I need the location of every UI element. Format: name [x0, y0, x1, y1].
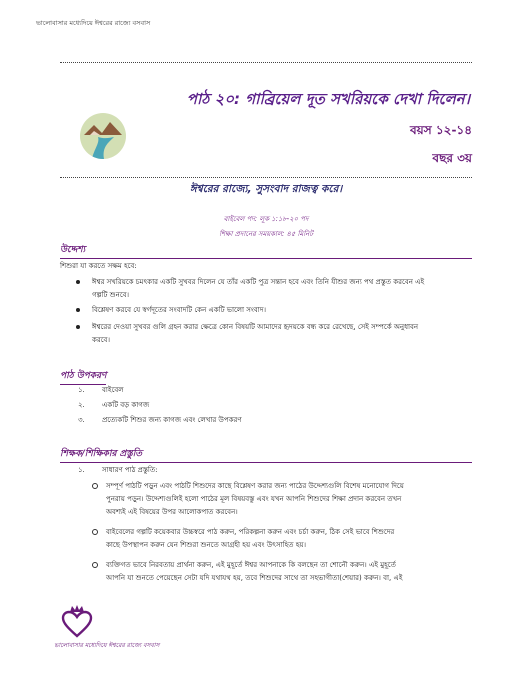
year-label: বছর ৩য় [432, 151, 472, 165]
objective-text: ঈশ্বরের দেওয়া সুখবর গুলি গ্রহন করার ক্ষেত্রে কোন বিষয়টি আমাদের হৃদয়কে বন্ধ করে রেখেছে, সেই সম্পর্কে অনুধাবন [92, 323, 419, 331]
lesson-time: শিক্ষা প্রদানের সময়কাল: ৪৫ মিনিট [219, 230, 313, 238]
age-range: বয়স ১২-১৪ [410, 123, 472, 137]
preparation-subitem [106, 559, 478, 585]
circle-bullet-icon [92, 483, 98, 489]
subitem-text: ব্যক্তিগত ভাবে নিরবতায় প্রার্থনা করুন, এই মুহূর্তে ঈশ্বর আপনাকে কি বলছেন তা শোনৌ করুন। এই মুহূর্তে [106, 561, 396, 569]
material-item [78, 414, 242, 426]
item-text: একটি বড় কাগজ [102, 401, 150, 409]
footer-text: ভালোবাসার মধ্যেদিয়ে ঈশ্বরের রাজ্যে বসবাস [54, 642, 160, 649]
objective-item [80, 304, 480, 317]
bullet-icon [76, 308, 80, 312]
circle-bullet-icon [92, 562, 98, 568]
subitem-text: আপনি যা শুনতে পেয়েছেন সেটা যদি যথাযথ হয়, তবে শিশুদের সাথে তা সহভাগীতা(শেয়ার) করুন। বা, এই [106, 574, 403, 582]
objectives-heading: উদ্দেশ্য [60, 242, 472, 259]
objective-text: ঈশ্বর সখরিয়কে চমৎকার একটি সুখবর দিলেন যে তাঁর একটি পুত্র সন্তান হবে এবং তিনি যীশুর জন্য পথ প্রস্তুত করবেন এই [92, 278, 425, 286]
lesson-theme: ঈশ্বরের রাজ্যে, সুসংবাদ রাজত্ব করে। [189, 183, 343, 195]
item-text: প্রত্যেকটি শিশুর জন্য কাগজ এবং লেখার উপকরণ [102, 416, 242, 424]
heart-crown-logo-icon [60, 604, 94, 638]
preparation-subitem [106, 480, 478, 519]
material-item [78, 399, 149, 411]
subitem-text: পুনরায় পড়ুন। উদ্দেশ্যগুলিই হলো পাঠের মূল বিষয়বস্তু এবং যখন আপনি শিশুদের শিক্ষা প্রদান করবেন তখন [106, 495, 402, 503]
item-text: বাইবেল [102, 386, 124, 394]
bible-verse: বাইবেল পদ: লূক ১:১৮-২০ পদ [223, 215, 309, 223]
running-header: ভালোবাসার মধ্যেদিয়ে ঈশ্বরের রাজ্যে বসবাস [36, 19, 151, 27]
bullet-icon [76, 280, 80, 284]
lesson-title: পাঠ ২০: গাব্রিয়েল দূত সখরিয়কে দেখা দিলেন। [186, 90, 470, 108]
item-number: ২. [78, 401, 85, 409]
objective-text-cont: গল্পটি শুনবে। [92, 291, 130, 299]
subitem-text: সম্পূর্ণ পাঠটি পড়ুন এবং পাঠটি শিশুদের কাছে বিশ্লেষণ করার জন্য পাঠের উদ্দেশ্যগুলি বিশেষ মনোযোগ দিয়ে [106, 482, 404, 490]
objective-item [80, 276, 480, 302]
objective-text: বিশ্লেষণ করবে যে স্বর্গদূতের সংবাদটি কেন একটি ভালো সংবাদ। [92, 306, 267, 314]
item-text: সাধারণ পাঠ প্রস্তুতি: [102, 466, 158, 474]
preparation-subitem [106, 526, 478, 552]
objectives-intro: শিশুরা যা করতে সক্ষম হবে: [60, 262, 137, 270]
subitem-text: অবশ্যই এই বিষয়ের উপর আলোকপাত করবেন। [106, 508, 238, 516]
preparation-heading: শিক্ষক/শিক্ষিকার প্রস্তুতি [60, 446, 472, 463]
preparation-item [78, 464, 158, 476]
divider-middle [60, 177, 472, 178]
item-number: ১. [78, 386, 85, 394]
mountain-river-logo-icon [80, 113, 126, 159]
divider-top [60, 62, 472, 63]
materials-heading: পাঠ উপকরণ [60, 368, 106, 385]
subitem-text: কাছে উপস্থাপন করুন যেন শিশুরা শুনতে আগ্রহী হয় এবং উৎসাহিত হয়। [106, 541, 307, 549]
item-number: ১. [78, 466, 85, 474]
circle-bullet-icon [92, 529, 98, 535]
objective-text-cont: করবে। [92, 336, 110, 344]
item-number: ৩. [78, 416, 85, 424]
material-item [78, 384, 124, 396]
bullet-icon [76, 325, 80, 329]
objective-item [80, 321, 480, 347]
subitem-text: বাইবেলের গল্পটি কয়েকবার উচ্চস্বরে পাঠ করুন, পরিকল্পনা করুন এবং চর্চা করুন, ঠিক সেই ভাবে শিশুদের [106, 528, 395, 536]
